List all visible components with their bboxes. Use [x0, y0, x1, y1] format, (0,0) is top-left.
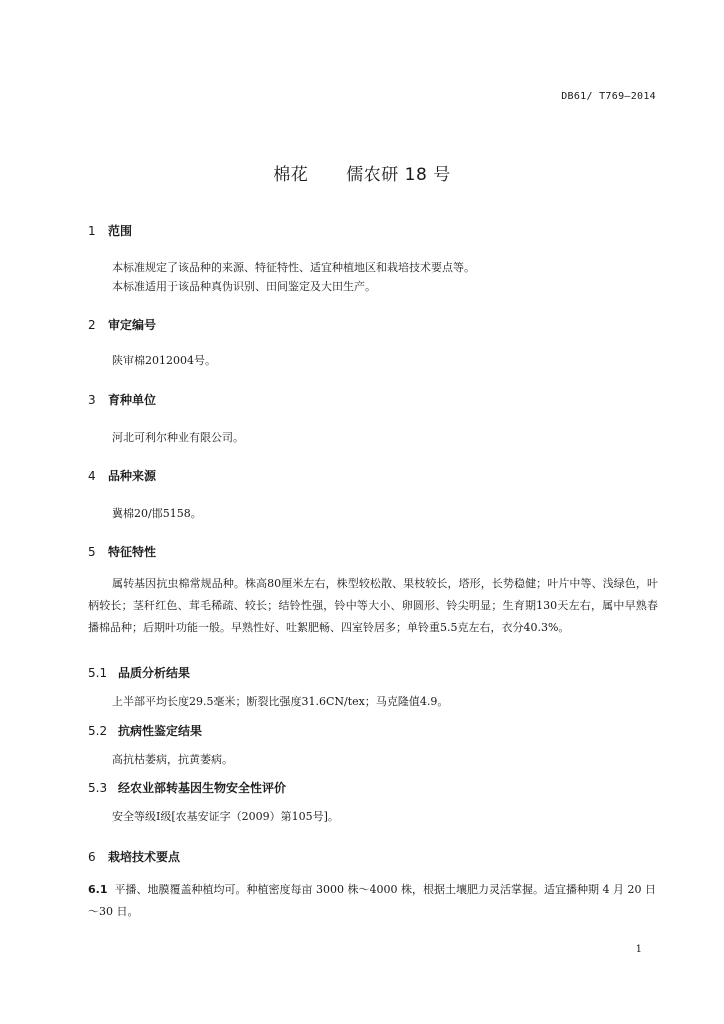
- section-5-3-text: 安全等级Ⅰ级[农基安证字（2009）第105号]。: [112, 810, 339, 823]
- section-1-line-1: 本标准规定了该品种的来源、特征特性、适宜种植地区和栽培技术要点等。: [112, 261, 475, 274]
- standard-code: DB61/ T769—2014: [561, 91, 656, 102]
- section-6-1-text: 平播、地膜覆盖种植均可。种植密度每亩 3000 株～4000 株，根据土壤肥力灵活掌握。适宜播种期 4 月 20 日～30 日。: [88, 883, 656, 918]
- section-6-heading: [88, 848, 180, 865]
- section-5-2-heading: [88, 722, 202, 739]
- section-number: 5.2: [88, 724, 108, 738]
- section-title: 经农业部转基因生物安全性评价: [118, 781, 287, 795]
- section-5-2-text: 高抗枯萎病，抗黄萎病。: [112, 753, 233, 766]
- section-1-line-2: 本标准适用于该品种真伪识别、田间鉴定及大田生产。: [112, 280, 376, 293]
- title-crop: 棉花: [273, 165, 309, 185]
- section-5-3-heading: [88, 779, 286, 796]
- section-5-1-heading: [88, 664, 190, 681]
- section-title: 范围: [108, 224, 133, 238]
- section-number: 6: [88, 850, 96, 864]
- section-number: 3: [88, 393, 96, 407]
- section-number: 6.1: [88, 883, 108, 896]
- section-number: 4: [88, 469, 96, 483]
- section-4-heading: [88, 467, 156, 484]
- section-2-heading: [88, 316, 156, 333]
- section-number: 5.1: [88, 666, 108, 680]
- section-title: 审定编号: [108, 318, 157, 332]
- section-title: 抗病性鉴定结果: [118, 724, 203, 738]
- section-4-text: 冀棉20/邯5158。: [112, 507, 202, 520]
- section-title: 育种单位: [108, 393, 157, 407]
- section-number: 2: [88, 318, 96, 332]
- section-number: 1: [88, 224, 96, 238]
- section-5-text: 属转基因抗虫棉常规品种。株高80厘米左右，株型较松散、果枝较长，塔形，长势稳健；叶片中等、浅绿色，叶柄较长；茎秆红色、茸毛稀疏、较长；结铃性强，铃中等大小、卵圆形、铃尖明显；生育期130天左右，属中早熟春播棉品种；后期叶功能一般。早熟性好、吐絮肥畅、四室铃居多；单铃重5.5克左右，衣分40.3%。: [88, 577, 658, 634]
- section-title: 栽培技术要点: [108, 850, 181, 864]
- section-number: 5: [88, 545, 96, 559]
- section-title: 品种来源: [108, 469, 157, 483]
- section-5-1-text: 上半部平均长度29.5毫米；断裂比强度31.6CN/tex；马克隆值4.9。: [112, 695, 449, 708]
- document-title: [0, 160, 724, 185]
- section-title: 品质分析结果: [118, 666, 191, 680]
- section-6-1-paragraph: [88, 879, 658, 923]
- section-3-heading: [88, 391, 156, 408]
- section-3-text: 河北可利尔种业有限公司。: [112, 431, 244, 444]
- page-number: 1: [635, 944, 642, 955]
- section-title: 特征特性: [108, 545, 157, 559]
- section-5-heading: [88, 543, 156, 560]
- title-variety: 儒农研 18 号: [346, 165, 451, 185]
- section-1-heading: [88, 222, 132, 239]
- section-number: 5.3: [88, 781, 108, 795]
- section-2-text: 陕审棉2012004号。: [112, 354, 216, 367]
